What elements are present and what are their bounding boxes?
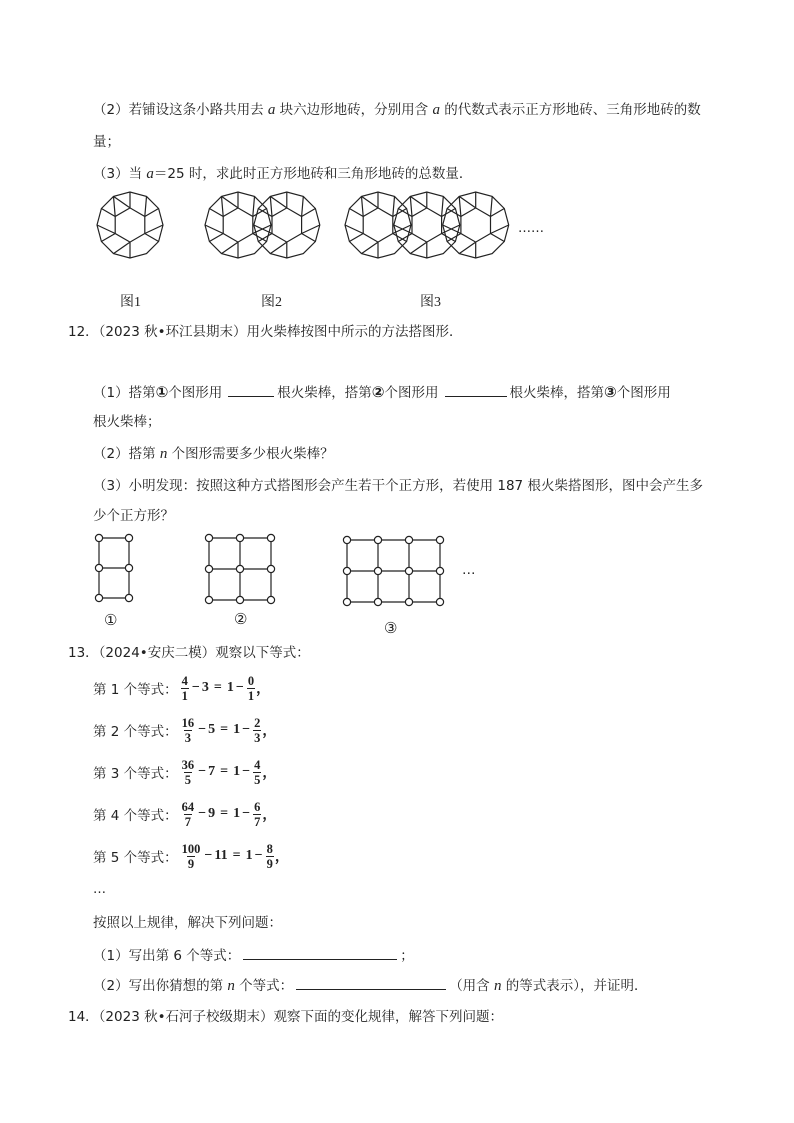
q11-fig2-label: 图2 bbox=[261, 295, 282, 310]
equation-label: 第 5 个等式： bbox=[93, 850, 178, 866]
q13-header: 13．（2024•安庆二模）观察以下等式： bbox=[68, 645, 310, 661]
rhs-fraction: $\frac{4}{5}$ bbox=[254, 757, 261, 787]
equation-label: 第 3 个等式： bbox=[93, 766, 178, 782]
q13-equation-4 bbox=[93, 796, 276, 832]
equation-body: $\frac{100}{9}$ − 11 = 1 − $\frac{8}{9}$ ， bbox=[181, 841, 289, 871]
q12-fig3-label: ③ bbox=[384, 621, 398, 637]
matchstick-figure-3 bbox=[343, 536, 443, 605]
q14-header: 14．（2023 秋•石河子校级期末）观察下面的变化规律，解答下列问题： bbox=[68, 1009, 504, 1025]
equation-body: $\frac{36}{5}$ − 7 = 1 − $\frac{4}{5}$ ， bbox=[181, 757, 277, 787]
q13-blank-6th-equation[interactable] bbox=[243, 945, 397, 960]
rhs-fraction: $\frac{0}{1}$ bbox=[247, 673, 255, 703]
matchstick-figure-1 bbox=[95, 534, 132, 601]
lhs-fraction: $\frac{100}{9}$ bbox=[181, 841, 201, 871]
equation-body: $\frac{64}{7}$ − 9 = 1 − $\frac{6}{7}$ ， bbox=[181, 799, 277, 829]
matchstick-figure-2 bbox=[205, 534, 274, 603]
q11-fig1-label: 图1 bbox=[120, 295, 141, 310]
q12-fig2-label: ② bbox=[234, 612, 248, 628]
lhs-fraction: $\frac{36}{5}$ bbox=[181, 757, 195, 787]
q11-fig3-label: 图3 bbox=[420, 295, 441, 310]
q13-equation-5 bbox=[93, 838, 289, 874]
q11-part3: （3）当 a＝25 时，求此时正方形地砖和三角形地砖的总数量． bbox=[93, 166, 473, 182]
q12-part3-line2: 少个正方形？ bbox=[93, 508, 174, 524]
equation-label: 第 1 个等式： bbox=[93, 682, 178, 698]
q11-part2-line2: 量； bbox=[93, 134, 120, 150]
equation-body: $\frac{4}{1}$ − 3 = 1 − $\frac{0}{1}$ ， bbox=[181, 673, 271, 703]
q12-header: 12．（2023 秋•环江县期末）用火柴棒按图中所示的方法搭图形． bbox=[68, 324, 463, 340]
q12-ellipsis: … bbox=[462, 562, 476, 578]
q13-equation-2 bbox=[93, 712, 276, 748]
q13-equation-3 bbox=[93, 754, 276, 790]
q12-part2: （2）搭第 n 个图形需要多少根火柴棒？ bbox=[93, 446, 334, 462]
q13-blank-nth-equation[interactable] bbox=[296, 975, 446, 990]
q13-part2: （2）写出你猜想的第 n 个等式： （用含 n 的等式表示），并证明． bbox=[93, 975, 648, 996]
q13-dots: … bbox=[93, 882, 106, 897]
lhs-fraction: $\frac{4}{1}$ bbox=[181, 673, 188, 703]
lhs-fraction: $\frac{64}{7}$ bbox=[181, 799, 195, 829]
equation-label: 第 2 个等式： bbox=[93, 724, 178, 740]
lhs-fraction: $\frac{16}{3}$ bbox=[181, 715, 195, 745]
rhs-fraction: $\frac{6}{7}$ bbox=[254, 799, 261, 829]
equation-body: $\frac{16}{3}$ − 5 = 1 − $\frac{2}{3}$ ， bbox=[181, 715, 277, 745]
q13-equation-1 bbox=[93, 670, 270, 706]
q12-part3-line1: （3）小明发现：按照这种方式搭图形会产生若干个正方形，若使用 187 根火柴搭图形，图中会产生多 bbox=[93, 478, 703, 494]
rhs-fraction: $\frac{2}{3}$ bbox=[254, 715, 261, 745]
q13-instruction: 按照以上规律，解决下列问题： bbox=[93, 915, 282, 931]
q11-part2-line1: （2）若铺设这条小路共用去 a 块六边形地砖，分别用含 a 的代数式表示正方形地砖、三角形地砖的数 bbox=[93, 102, 701, 118]
q12-part1-line1: （1）搭第①个图形用 根火柴棒，搭第②个图形用 根火柴棒，搭第③个图形用 bbox=[93, 383, 671, 401]
equation-label: 第 4 个等式： bbox=[93, 808, 178, 824]
q11-ellipsis: …… bbox=[518, 221, 544, 236]
q12-fig1-label: ① bbox=[104, 613, 118, 629]
q12-part1-line2: 根火柴棒； bbox=[93, 414, 161, 430]
rhs-fraction: $\frac{8}{9}$ bbox=[266, 841, 273, 871]
q13-part1: （1）写出第 6 个等式： ； bbox=[93, 945, 414, 966]
